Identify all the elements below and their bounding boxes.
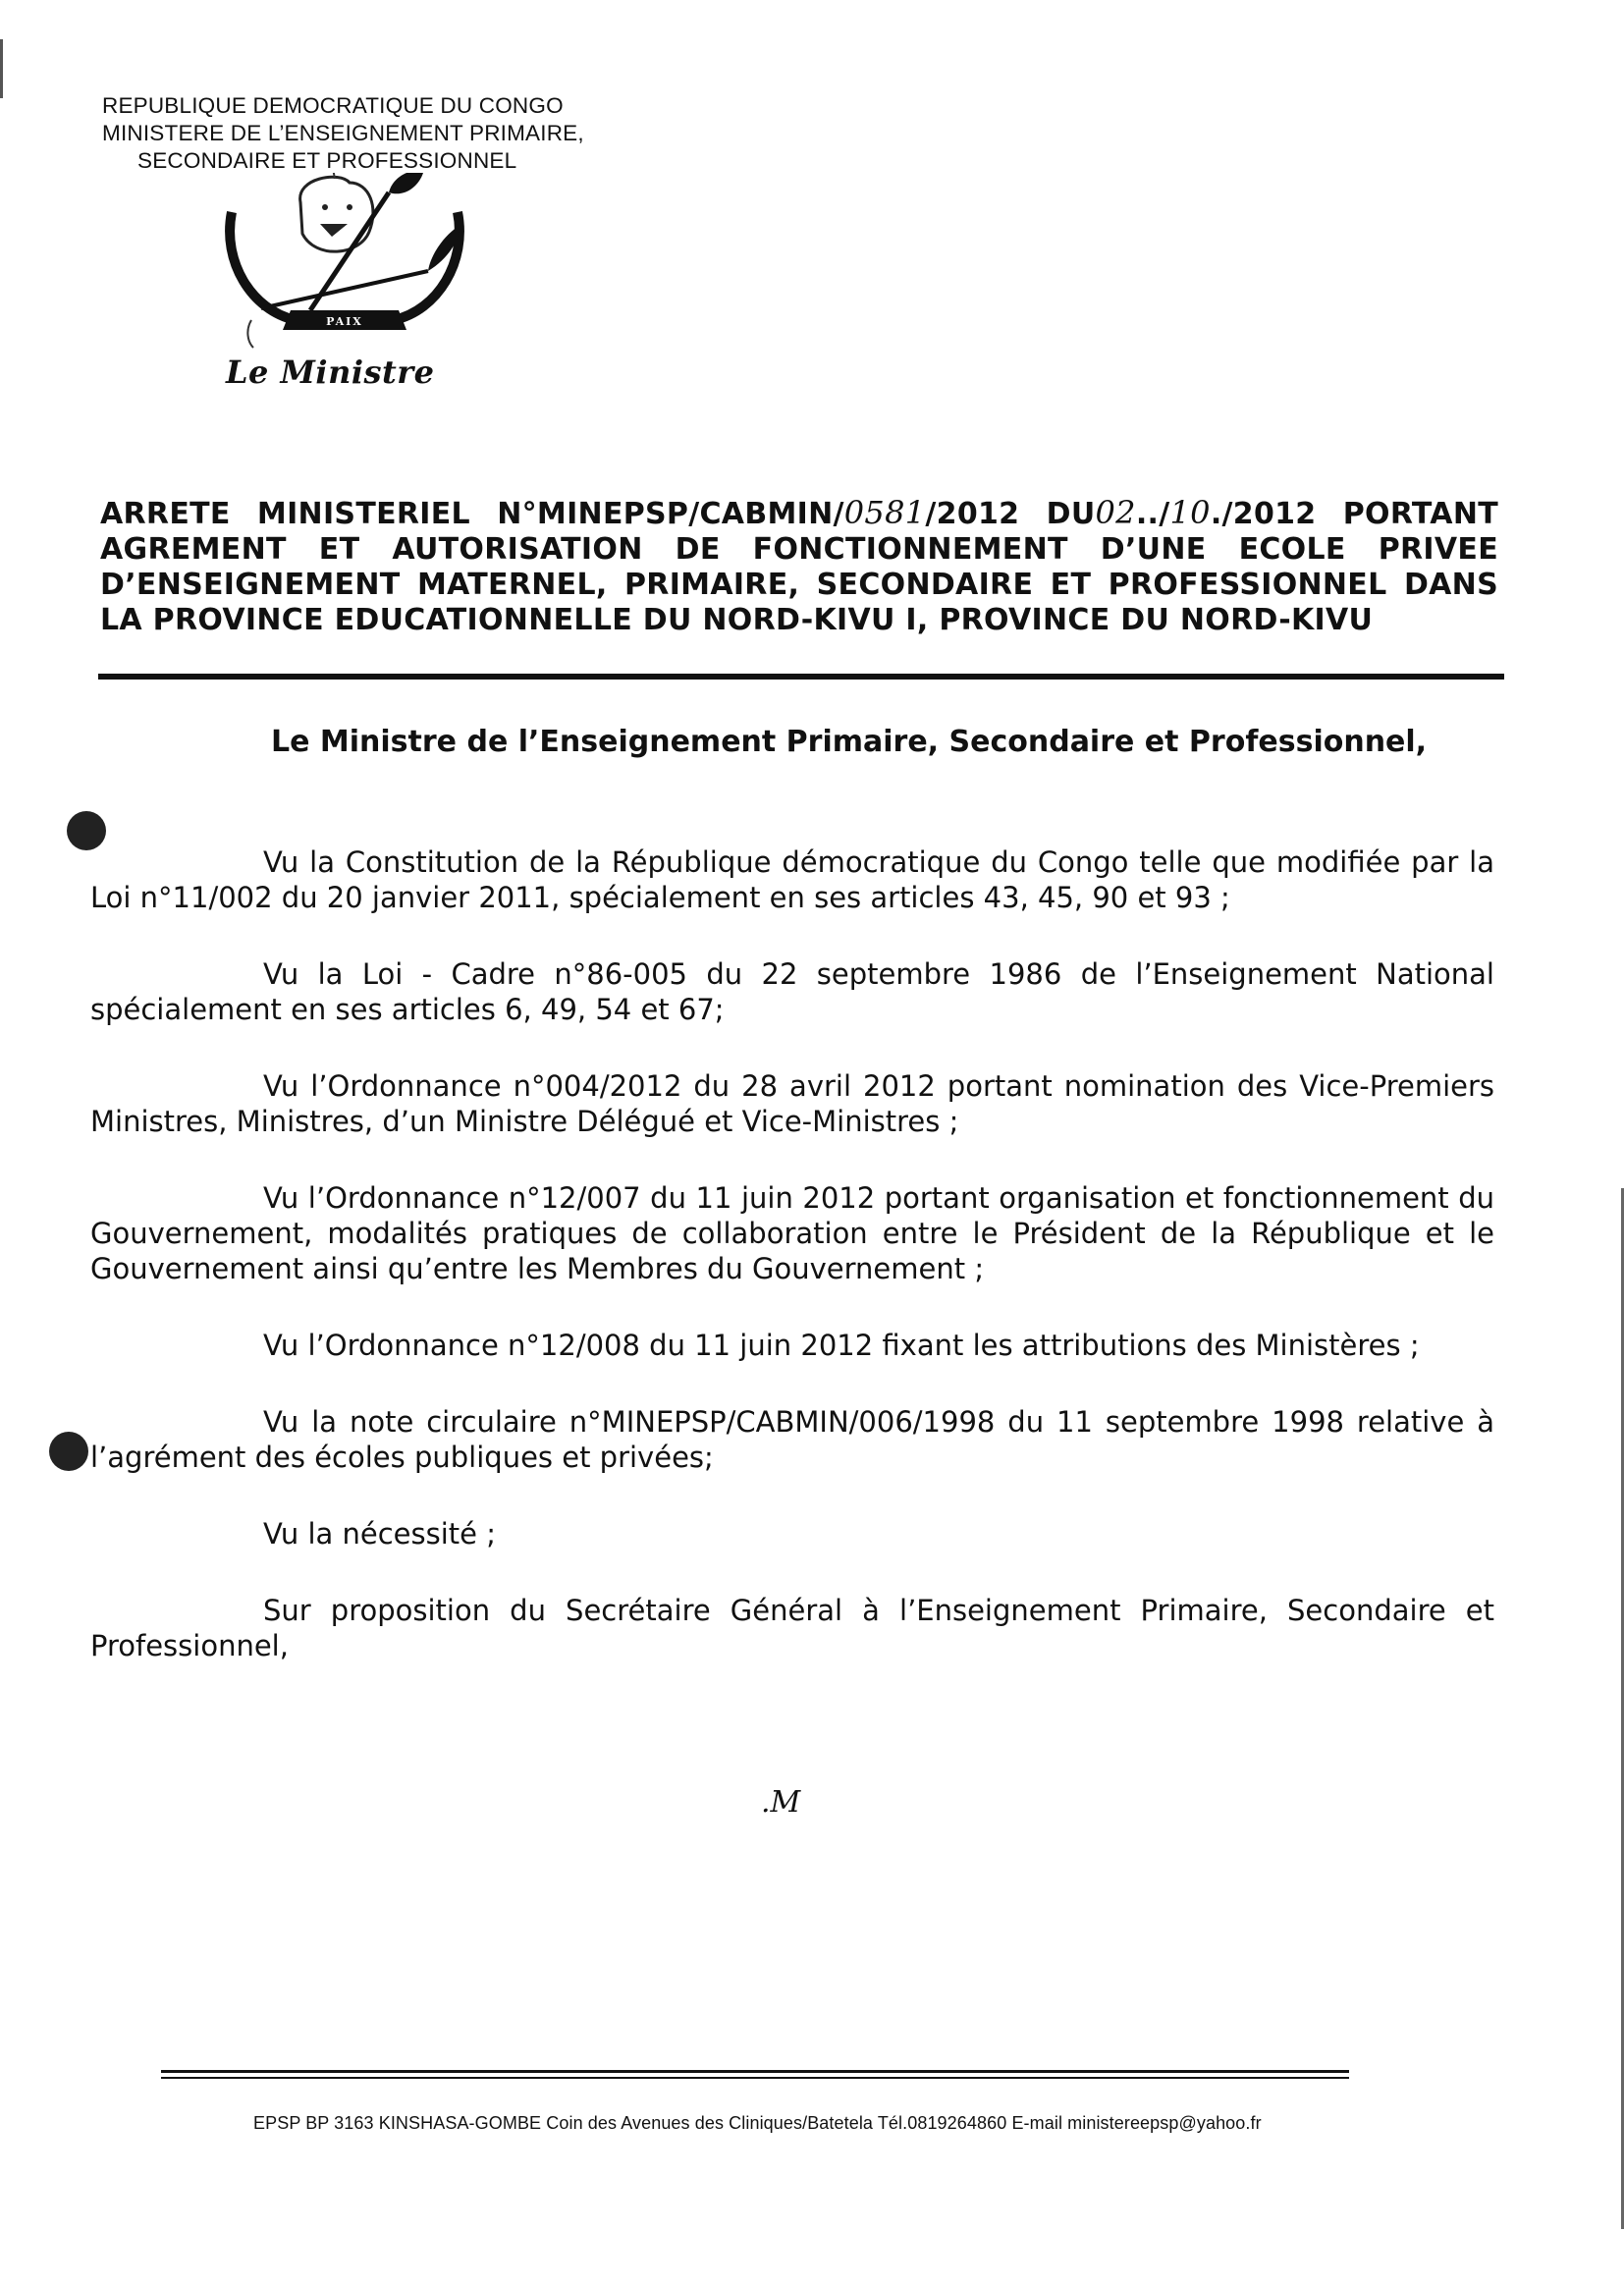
handwritten-initial: .M bbox=[761, 1785, 801, 1820]
decree-title-text: /2012 DU bbox=[925, 497, 1096, 531]
footer-address: EPSP BP 3163 KINSHASA-GOMBE Coin des Avenues des Cliniques/Batetela Tél.0819264860 E-mail ministereepsp@yahoo.fr bbox=[253, 2113, 1262, 2133]
footer-divider bbox=[161, 2077, 1349, 2079]
coat-of-arms-emblem bbox=[222, 173, 467, 350]
decree-title-text: ./2012 PORTANT bbox=[1210, 497, 1498, 531]
preamble-paragraph: Vu l’Ordonnance n°004/2012 du 28 avril 2012 portant nomination des Vice-Premiers Ministres, Ministres, d’un Ministre Délégué et Vice-Ministres ; bbox=[90, 1069, 1494, 1138]
footer-divider bbox=[161, 2070, 1349, 2073]
decree-title-text: ARRETE MINISTERIEL N°MINEPSP/CABMIN/ bbox=[100, 497, 844, 531]
letterhead bbox=[102, 92, 672, 175]
letterhead-line: REPUBLIQUE DEMOCRATIQUE DU CONGO bbox=[102, 93, 564, 118]
preamble-paragraph: Vu la note circulaire n°MINEPSP/CABMIN/006/1998 du 11 septembre 1998 relative à l’agrément des écoles publiques et privées; bbox=[90, 1405, 1494, 1474]
preamble-body bbox=[90, 844, 1494, 1705]
decree-title-line bbox=[100, 495, 1498, 532]
preamble-paragraph: Sur proposition du Secrétaire Général à l’Enseignement Primaire, Secondaire et Professionnel, bbox=[90, 1594, 1494, 1662]
decree-title-line: D’ENSEIGNEMENT MATERNEL, PRIMAIRE, SECONDAIRE ET PROFESSIONNEL DANS bbox=[100, 568, 1498, 602]
preamble-paragraph: Vu l’Ordonnance n°12/007 du 11 juin 2012 portant organisation et fonctionnement du Gouvernement, modalités pratiques de collaboration entre le Président de la République et le Gouvernement ainsi qu’entre les Membres du Gouvernement ; bbox=[90, 1181, 1494, 1285]
decree-title-line: LA PROVINCE EDUCATIONNELLE DU NORD-KIVU I, PROVINCE DU NORD-KIVU bbox=[100, 603, 1374, 637]
preamble-paragraph: Vu la Loi - Cadre n°86-005 du 22 septembre 1986 de l’Enseignement National spécialement en ses articles 6, 49, 54 et 67; bbox=[90, 957, 1494, 1026]
decree-title-line: AGREMENT ET AUTORISATION DE FONCTIONNEMENT D’UNE ECOLE PRIVEE bbox=[100, 532, 1498, 567]
letterhead-line: SECONDAIRE ET PROFESSIONNEL bbox=[137, 148, 517, 173]
preamble-paragraph: Vu la Constitution de la République démocratique du Congo telle que modifiée par la Loi n°11/002 du 20 janvier 2011, spécialement en ses articles 43, 45, 90 et 93 ; bbox=[90, 845, 1494, 914]
scan-punch-hole bbox=[49, 1432, 88, 1471]
minister-signature-title: Le Ministre bbox=[226, 354, 435, 391]
scan-margin-line bbox=[0, 39, 3, 98]
decree-title-text: ../ bbox=[1135, 497, 1170, 531]
letterhead-line: MINISTERE DE L’ENSEIGNEMENT PRIMAIRE, bbox=[102, 121, 584, 145]
minister-subtitle: Le Ministre de l’Enseignement Primaire, Secondaire et Professionnel, bbox=[271, 725, 1428, 759]
decree-title bbox=[100, 495, 1498, 638]
title-divider bbox=[98, 674, 1504, 680]
handwritten-decree-number: 0581 bbox=[843, 494, 926, 531]
preamble-paragraph: Vu la nécessité ; bbox=[263, 1517, 496, 1551]
handwritten-month: 10 bbox=[1169, 494, 1211, 531]
emblem-band-text: PAIX bbox=[326, 315, 363, 328]
handwritten-day: 02 bbox=[1095, 494, 1136, 531]
preamble-paragraph: Vu l’Ordonnance n°12/008 du 11 juin 2012 fixant les attributions des Ministères ; bbox=[263, 1329, 1420, 1362]
